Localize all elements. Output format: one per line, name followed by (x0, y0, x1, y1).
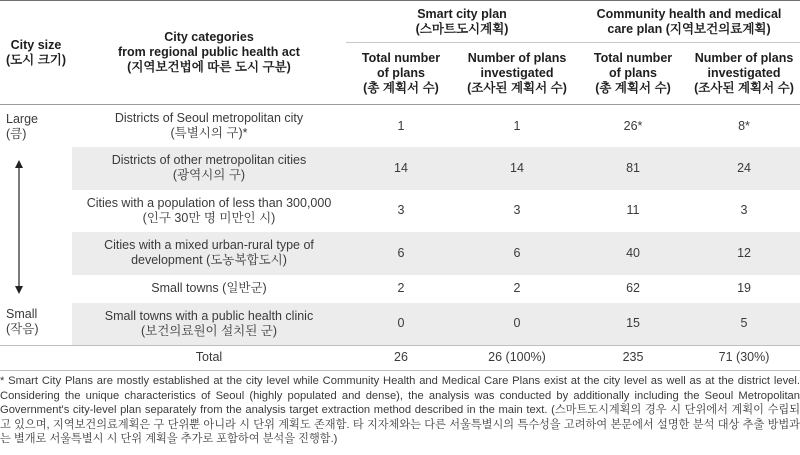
table-row (0, 105, 800, 148)
cell-sc-investigated: 0 (513, 316, 521, 330)
cell-sc-total: 3 (397, 203, 405, 218)
header-smart-city-label: Smart city plan (417, 6, 507, 21)
cell-sc-investigated: 2 (513, 281, 521, 295)
header-sc-inv-line1: Number of plans (467, 51, 567, 65)
cell-ch-total: 11 (626, 203, 640, 218)
header-city-size-ko: (도시 크기) (5, 52, 67, 67)
row-category-line2: development (도농복합도시) (131, 253, 287, 268)
row-category-line2: (보건의료원이 설치된 군) (140, 323, 278, 338)
table-row (0, 275, 800, 303)
cell-ch-total: 81 (626, 160, 640, 175)
header-sc-total-line2: of plans (377, 66, 425, 80)
table-row (0, 190, 800, 233)
row-category (72, 147, 346, 190)
header-sc-total-ko: (총 계획서 수) (363, 81, 439, 95)
row-category-line1: Districts of other metropolitan cities (111, 153, 307, 168)
cell-ch-investigated: 12 (737, 245, 751, 260)
cell-ch-total: 40 (626, 245, 640, 260)
row-category-line2: (인구 30만 명 미만인 시) (142, 210, 276, 225)
row-category-line1: Cities with a population of less than 300,000 (86, 195, 332, 210)
header-city-categories (72, 1, 346, 105)
footnote (0, 374, 800, 447)
header-sc-total (346, 43, 456, 105)
header-community-line2: care plan (지역보건의료계획) (607, 21, 771, 36)
header-city-size (0, 1, 72, 105)
total-label: Total (72, 345, 346, 370)
cell-sc-investigated: 3 (513, 203, 521, 218)
size-small-label (6, 307, 38, 337)
header-ch-inv-ko: (조사된 계획서 수) (694, 81, 794, 95)
row-category (72, 232, 346, 275)
header-ch-total-ko: (총 계획서 수) (595, 81, 671, 95)
total-row (0, 345, 800, 370)
header-ch-total (578, 43, 688, 105)
total-sc-total: 26 (346, 345, 456, 370)
header-ch-total-line1: Total number (593, 51, 673, 65)
header-community-plan (578, 1, 800, 43)
row-category-line1: Districts of Seoul metropolitan city (114, 111, 304, 125)
double-arrow-icon (14, 160, 24, 294)
footnote-text: * Smart City Plans are mostly established at the city level while Community Health and Medical Care Plans exist at the city level as well as at the district level. Considering the unique characteristics of Seoul (highly populated and dense), the analysis was conducted by additionally including the Seoul Metropolitan Government's city-level plan separately from the analysis target extraction method described in the main text. (스마트도시계획의 경우 시 단위에서 계획이 수립되고 있으며, 지역보건의료계획은 구 단위뿐 아니라 시 단위 계획도 존재함. 타 지자체와는 다른 서울특별시의 특수성을 고려하여 본문에서 설명한 분석 대상 추출 방법과는 별개로 서울특별시 시 단위 계획을 추가로 포함하여 분석을 진행함.) (0, 375, 800, 446)
cell-ch-investigated: 19 (737, 281, 751, 295)
cell-sc-investigated: 1 (513, 118, 521, 133)
header-smart-city-ko: (스마트도시계획) (415, 21, 509, 36)
table-row (0, 303, 800, 346)
row-category (72, 190, 346, 233)
size-large-text: Large (6, 112, 38, 126)
total-sc-investigated: 26 (100%) (456, 345, 578, 370)
size-large-label (6, 112, 38, 142)
cell-sc-investigated: 6 (513, 245, 521, 260)
cell-sc-total: 1 (397, 118, 405, 133)
header-ch-investigated (688, 43, 800, 105)
header-sc-investigated (456, 43, 578, 105)
row-category (72, 275, 346, 303)
row-category (72, 105, 346, 148)
row-category-line1: Small towns with a public health clinic (104, 308, 314, 323)
header-smart-city-plan (346, 1, 578, 43)
cell-ch-investigated: 8* (738, 118, 750, 133)
cell-ch-investigated: 3 (740, 203, 748, 218)
header-categories-ko: (지역보건법에 따른 도시 구분) (127, 60, 291, 74)
total-ch-total: 235 (578, 345, 688, 370)
cell-ch-total: 26* (623, 118, 643, 133)
header-ch-inv-line1: Number of plans (694, 51, 794, 65)
cell-sc-total: 6 (397, 245, 405, 260)
table-row (0, 232, 800, 275)
header-categories-line2: from regional public health act (118, 45, 300, 59)
header-categories-line1: City categories (164, 30, 254, 44)
row-category-line2: (특별시의 구)* (170, 126, 248, 140)
size-small-ko: (작음) (6, 322, 39, 336)
header-city-size-label: City size (10, 37, 62, 52)
row-category (72, 303, 346, 346)
table-row (0, 147, 800, 190)
cell-sc-total: 0 (397, 316, 405, 330)
header-ch-inv-line2: investigated (707, 66, 781, 80)
header-sc-inv-ko: (조사된 계획서 수) (467, 81, 567, 95)
cell-ch-total: 62 (626, 281, 640, 295)
row-category-line2: (광역시의 구) (172, 168, 246, 183)
cell-sc-total: 2 (397, 281, 405, 295)
cell-ch-total: 15 (626, 316, 640, 330)
total-size-cell (0, 345, 72, 370)
header-community-line1: Community health and medical (596, 6, 782, 21)
cell-sc-total: 14 (394, 160, 408, 175)
cell-ch-investigated: 24 (737, 160, 751, 175)
row-category-line1: Small towns (일반군) (151, 281, 267, 295)
header-sc-inv-line2: investigated (480, 66, 554, 80)
cell-ch-investigated: 5 (740, 316, 748, 330)
size-large-ko: (큼) (6, 127, 27, 141)
header-sc-total-line1: Total number (361, 51, 441, 65)
cell-sc-investigated: 14 (510, 160, 524, 175)
row-category-line1: Cities with a mixed urban-rural type of (104, 238, 314, 253)
total-ch-investigated: 71 (30%) (688, 345, 800, 370)
size-small-text: Small (6, 307, 38, 321)
header-ch-total-line2: of plans (609, 66, 657, 80)
